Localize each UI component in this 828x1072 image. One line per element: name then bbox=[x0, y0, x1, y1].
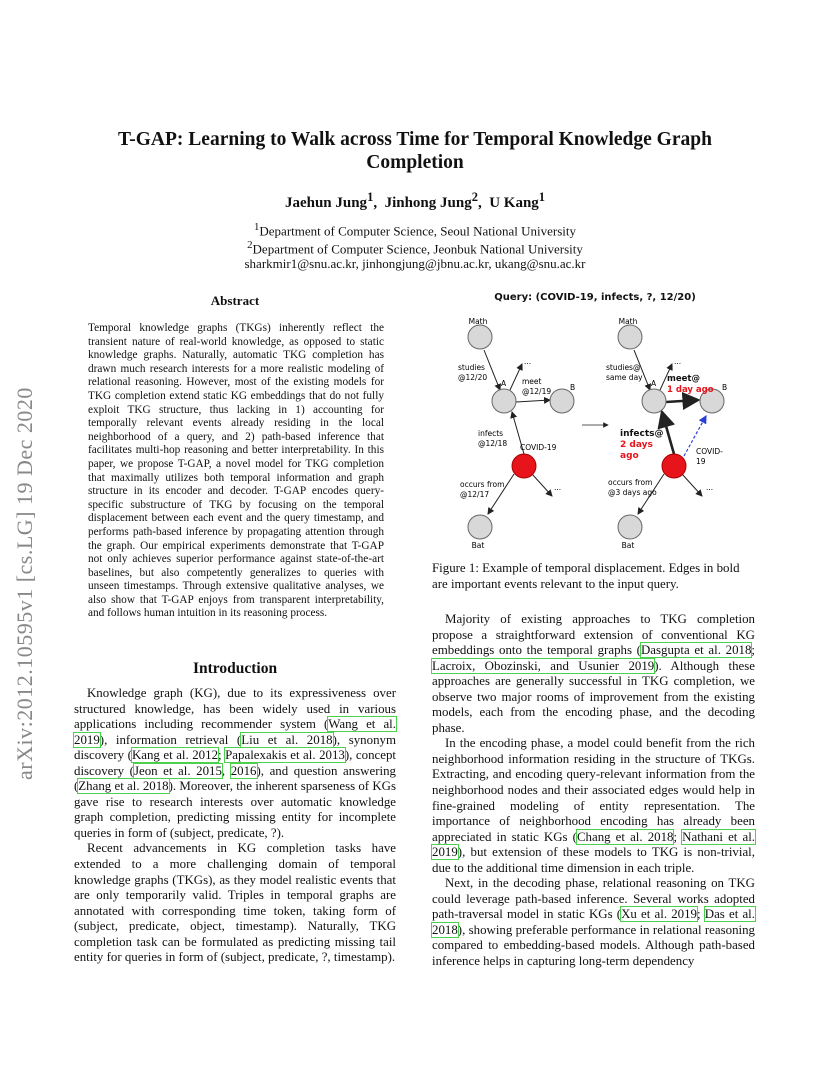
node-bat bbox=[468, 515, 492, 539]
label-a: A bbox=[501, 379, 507, 388]
citation-link[interactable]: Dasgupta et al. 2018 bbox=[640, 643, 752, 658]
author: Jaehun Jung bbox=[284, 195, 368, 211]
label-ellipsis: ... bbox=[706, 483, 714, 492]
author-emails: sharkmir1@snu.ac.kr, jinhongjung@jbnu.ac.kr, ukang@snu.ac.kr bbox=[244, 256, 586, 271]
label-occurs: occurs from bbox=[460, 480, 505, 489]
label-covid-2: 19 bbox=[696, 457, 706, 466]
title-line-2: Completion bbox=[366, 152, 464, 173]
citation-link[interactable]: Kang et al. 2012 bbox=[131, 748, 219, 763]
node-covid bbox=[662, 454, 686, 478]
affiliation-mark: 1 bbox=[253, 221, 260, 233]
label-meet: meet bbox=[522, 377, 542, 386]
figure-caption: Figure 1: Example of temporal displacement. Edges in bold are important events relevant to the input query. bbox=[432, 561, 740, 591]
label-infects-time-2: ago bbox=[620, 451, 639, 461]
label-meet: meet@ bbox=[667, 374, 700, 384]
author-mark: 1 bbox=[538, 190, 546, 204]
label-b: B bbox=[722, 383, 728, 392]
edge-studies bbox=[484, 350, 500, 390]
intro-paragraph-4: In the encoding phase, a model could benefit from the rich neighborhood information residing in the structure of TKGs. Extracting, and encoding query-relevant information from the neighborhood nodes and their associated edges would help in fine-grained modeling of entity representation. The importance of neighborhood encoding has already been appreciated in static KGs (Chang et al. 2018; Nathani et al. 2019), but extension of these models to TKG is non-trivial, due to the additional time dimension in each triple. bbox=[432, 736, 755, 875]
title-line-1: T-GAP: Learning to Walk across Time for Temporal Knowledge Graph bbox=[118, 129, 712, 150]
label-meet-time: @12/19 bbox=[522, 387, 552, 396]
citation-link[interactable]: Papalexakis et al. 2013 bbox=[225, 748, 345, 763]
label-ellipsis: ... bbox=[554, 483, 562, 492]
edge-meet-bold bbox=[666, 400, 698, 402]
author-mark: 1 bbox=[367, 190, 374, 204]
label-a: A bbox=[651, 379, 657, 388]
introduction-heading: Introduction bbox=[192, 660, 278, 677]
label-infects: infects bbox=[478, 429, 504, 438]
citation-link[interactable]: Wang et al. 2019 bbox=[74, 717, 396, 747]
node-a bbox=[642, 389, 666, 413]
left-column-body bbox=[74, 686, 396, 966]
edge-a-more bbox=[510, 364, 522, 390]
label-b: B bbox=[570, 383, 576, 392]
node-covid bbox=[512, 454, 536, 478]
edge-more bbox=[682, 474, 702, 496]
abstract-heading: Abstract bbox=[210, 293, 260, 308]
label-occurs: occurs from bbox=[608, 478, 653, 487]
label-studies-time: same day bbox=[606, 373, 643, 382]
author: Jinhong Jung bbox=[384, 195, 472, 211]
label-math: Math bbox=[618, 317, 638, 326]
edge-infects-bold bbox=[662, 412, 674, 454]
label-studies: studies@ bbox=[606, 363, 641, 372]
citation-link[interactable]: Xu et al. 2019 bbox=[621, 907, 697, 922]
label-studies: studies bbox=[458, 363, 485, 372]
label-ellipsis: ... bbox=[674, 357, 682, 366]
label-covid: COVID-19 bbox=[520, 443, 557, 452]
node-math bbox=[618, 325, 642, 349]
node-a bbox=[492, 389, 516, 413]
citation-link[interactable]: Jeon et al. 2015 bbox=[133, 763, 222, 778]
label-infects-time: 2 days bbox=[620, 440, 653, 450]
figure-query: Query: (COVID-19, infects, ?, 12/20) bbox=[494, 292, 696, 303]
citation-link[interactable]: Nathani et al. 2019 bbox=[432, 829, 755, 860]
label-ellipsis: ... bbox=[524, 357, 532, 366]
right-graph bbox=[606, 317, 727, 550]
right-column-body bbox=[432, 612, 755, 970]
node-bat bbox=[618, 515, 642, 539]
paper-title bbox=[90, 128, 740, 174]
label-math: Math bbox=[468, 317, 488, 326]
citation-link[interactable]: Liu et al. 2018 bbox=[241, 732, 333, 747]
label-bat: Bat bbox=[621, 541, 635, 550]
label-bat: Bat bbox=[471, 541, 485, 550]
label-meet-time: 1 day ago bbox=[667, 385, 714, 395]
label-infects: infects@ bbox=[620, 429, 664, 439]
label-studies-time: @12/20 bbox=[458, 373, 488, 382]
arxiv-identifier: arXiv:2012.10595v1 [cs.LG] 19 Dec 2020 bbox=[12, 387, 37, 780]
author: U Kang bbox=[489, 195, 539, 211]
citation-link[interactable]: Lacroix, Obozinski, and Usunier 2019 bbox=[432, 658, 655, 673]
affiliation-mark: 2 bbox=[247, 239, 253, 251]
label-occurs-time: @3 days ago bbox=[608, 488, 657, 497]
author-mark: 2 bbox=[471, 190, 478, 204]
affiliation-text: Department of Computer Science, Seoul National University bbox=[259, 223, 577, 239]
left-graph bbox=[458, 317, 575, 550]
intro-paragraph-2: Recent advancements in KG completion tasks have extended to a more challenging domain of temporal knowledge graphs (TKGs), as they model realistic events that are only temporarily valid. Triples in temporal graphs are annotated with corresponding time token, taking form of (subject, predicate, object, timestamp). Naturally, TKG completion task can be formulated as predicting missing tail entity for queries in form of (subject, predicate, ?, timestamp). bbox=[74, 841, 396, 965]
edge-meet bbox=[516, 400, 550, 402]
label-occurs-time: @12/17 bbox=[460, 490, 490, 499]
node-math bbox=[468, 325, 492, 349]
affiliation-text: Department of Computer Science, Jeonbuk National University bbox=[252, 241, 583, 257]
citation-link[interactable]: Chang et al. 2018 bbox=[576, 829, 674, 844]
author-list: Jaehun Jung$^1$, Jinhong Jung$^2$, U Kang$^1$ bbox=[284, 190, 546, 211]
label-covid: COVID- bbox=[696, 447, 723, 456]
node-b bbox=[550, 389, 574, 413]
edge-more bbox=[532, 474, 552, 496]
abstract-text: Temporal knowledge graphs (TKGs) inherently reflect the transient nature of real-world knowledge, as opposed to static knowledge graphs. Naturally, automatic TKG completion has drawn much research interests for a more realistic modeling of relational reasoning. However, most of the existing models for TKG completion extend static KG embeddings that do not fully exploit TKG structure, thus lacking in 1) accounting for temporally relevant events already residing in the local neighborhood of a query, and 2) path-based inference that facilitates multi-hop reasoning and better interpretability. In this paper, we propose T-GAP, a novel model for TKG completion that maximally utilizes both temporal information and graph structure in its encoder and decoder. T-GAP encodes query-specific substructure of TKG by focusing on the temporal displacement between each event and the query timestamp, and performs path-based inference by propagating attention through the graph. Our empirical experiments demonstrate that T-GAP not only achieves superior performance against state-of-the-art baselines, but also competently generalizes to queries with unseen timestamps. Through extensive qualitative analyses, we also show that T-GAP enjoys from transparent interpretability, and follows human intuition in its reasoning process. bbox=[88, 322, 384, 620]
label-infects-time: @12/18 bbox=[478, 439, 508, 448]
citation-link[interactable]: Das et al. 2018 bbox=[432, 907, 755, 937]
intro-paragraph-3: Majority of existing approaches to TKG completion propose a straightforward extension of conventional KG embeddings onto the temporal graphs (Dasgupta et al. 2018; Lacroix, Obozinski, and Usunier 2019). Although these approaches are generally successful in TKG completion, we observe two major rooms of improvement from the existing models, each from the encoding phase, and the decoding phase. bbox=[432, 612, 755, 735]
citation-link[interactable]: 2016 bbox=[230, 763, 257, 778]
citation-link[interactable]: Zhang et al. 2018 bbox=[78, 779, 169, 794]
intro-paragraph-1: Knowledge graph (KG), due to its expressiveness over structured knowledge, has been widely used in various applications including recommender system (Wang et al. 2019), information retrieval (Liu et al. 2018), synonym discovery (Kang et al. 2012; Papalexakis et al. 2013), concept discovery (Jeon et al. 2015, 2016), and question answering (Zhang et al. 2018). Moreover, the inherent sparseness of KGs gave rise to research interests over automatic knowledge graph completion, predicting missing entity for incomplete queries in form of (subject, predicate, ?). bbox=[74, 686, 396, 840]
intro-paragraph-5: Next, in the decoding phase, relational reasoning on TKG could leverage path-based inference. Several works adopted path-traversal model in static KGs (Xu et al. 2019; Das et al. 2018), showing preferable performance in relational reasoning compared to embedding-based models. Although path-based inference helps in capturing long-term dependency bbox=[432, 876, 755, 969]
figure-temporal-displacement bbox=[440, 284, 750, 554]
